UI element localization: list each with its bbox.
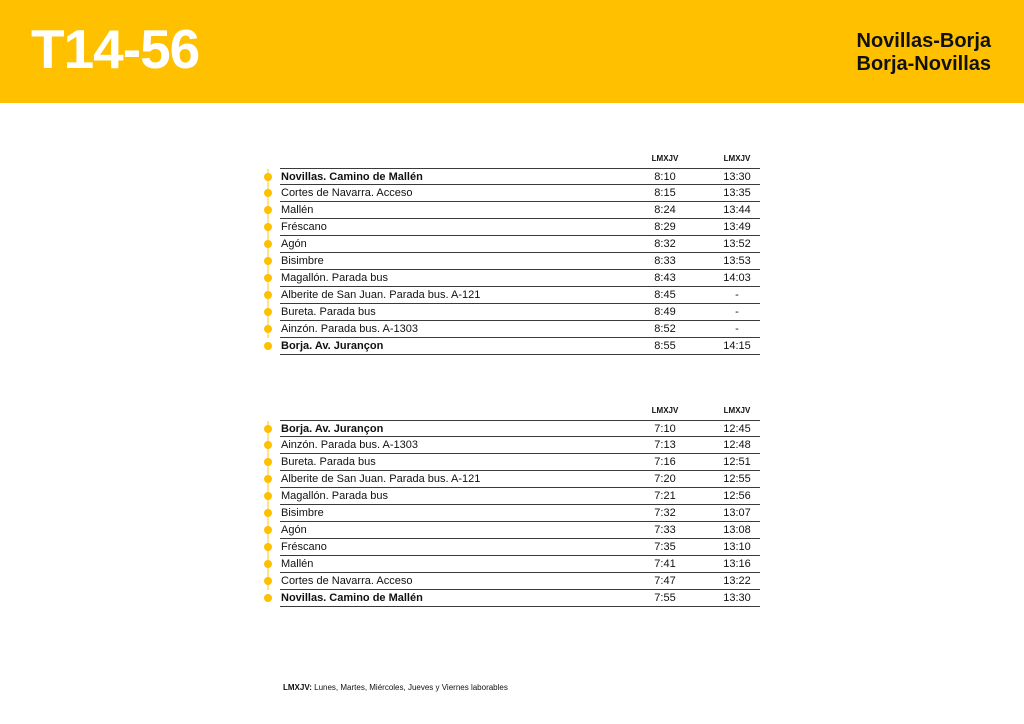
departure-time: 13:35: [723, 187, 751, 199]
departure-time: 7:47: [654, 575, 676, 587]
departure-time: 13:52: [723, 238, 751, 250]
timetable-row: [280, 590, 760, 607]
column-header: LMXJV: [723, 406, 751, 415]
departure-time: 8:24: [654, 204, 676, 216]
timetable-row: [280, 505, 760, 522]
departure-time: 12:48: [723, 439, 751, 451]
stop-name: Cortes de Navarra. Acceso: [281, 187, 413, 199]
departure-time: -: [735, 289, 739, 301]
departure-time: 13:07: [723, 507, 751, 519]
stop-name: Bisimbre: [281, 255, 324, 267]
stop-name: Agón: [281, 524, 307, 536]
timetable-row: [280, 573, 760, 590]
stop-name: Borja. Av. Jurançon: [281, 423, 384, 435]
departure-time: -: [735, 323, 739, 335]
legend: [283, 683, 508, 692]
stop-name: Fréscano: [281, 221, 327, 233]
departure-time: 12:45: [723, 423, 751, 435]
departure-time: 13:08: [723, 524, 751, 536]
stop-name: Borja. Av. Jurançon: [281, 340, 384, 352]
timetable-row: [280, 304, 760, 321]
departure-time: 8:32: [654, 238, 676, 250]
departure-time: 14:03: [723, 272, 751, 284]
departure-time: 8:33: [654, 255, 676, 267]
stop-name: Bureta. Parada bus: [281, 306, 376, 318]
departure-time: 12:55: [723, 473, 751, 485]
stop-dot-icon: [264, 291, 272, 299]
departure-time: 7:20: [654, 473, 676, 485]
stop-name: Alberite de San Juan. Parada bus. A-121: [281, 289, 481, 301]
departure-time: 12:56: [723, 490, 751, 502]
stop-dot-icon: [264, 475, 272, 483]
timetable-row: [280, 270, 760, 287]
timetable-row: [280, 522, 760, 539]
departure-time: 8:43: [654, 272, 676, 284]
timetable-row: [280, 185, 760, 202]
stop-dot-icon: [264, 458, 272, 466]
route-names: [857, 30, 991, 76]
timetable-row: [280, 168, 760, 185]
column-headers: [262, 404, 760, 420]
timetable-return: [262, 404, 760, 607]
stop-name: Alberite de San Juan. Parada bus. A-121: [281, 473, 481, 485]
departure-time: 7:21: [654, 490, 676, 502]
stop-dot-icon: [264, 274, 272, 282]
departure-time: 8:10: [654, 171, 676, 183]
departure-time: 13:30: [723, 592, 751, 604]
departure-time: 8:45: [654, 289, 676, 301]
stop-dot-icon: [264, 509, 272, 517]
column-header: LMXJV: [651, 406, 679, 415]
timetable-row: [280, 471, 760, 488]
departure-time: 12:51: [723, 456, 751, 468]
stop-name: Novillas. Camino de Mallén: [281, 592, 423, 604]
departure-time: 7:35: [654, 541, 676, 553]
stop-name: Cortes de Navarra. Acceso: [281, 575, 413, 587]
stop-name: Ainzón. Parada bus. A-1303: [281, 439, 418, 451]
timetable-outbound: [262, 152, 760, 355]
departure-time: 8:29: [654, 221, 676, 233]
departure-time: 13:53: [723, 255, 751, 267]
timetable-row: [280, 287, 760, 304]
timetable-row: [280, 219, 760, 236]
departure-time: 13:49: [723, 221, 751, 233]
departure-time: 13:16: [723, 558, 751, 570]
stop-dot-icon: [264, 441, 272, 449]
stop-name: Agón: [281, 238, 307, 250]
timetable-row: [280, 437, 760, 454]
stop-dot-icon: [264, 240, 272, 248]
stop-name: Magallón. Parada bus: [281, 272, 389, 284]
stop-name: Bureta. Parada bus: [281, 456, 376, 468]
stop-dot-icon: [264, 325, 272, 333]
stop-dot-icon: [264, 189, 272, 197]
departure-time: 14:15: [723, 340, 751, 352]
stop-dot-icon: [264, 577, 272, 585]
stop-dot-icon: [264, 425, 272, 433]
departure-time: -: [735, 306, 739, 318]
stop-dot-icon: [264, 342, 272, 350]
route-name-outbound: Novillas-Borja: [856, 30, 991, 52]
departure-time: 7:33: [654, 524, 676, 536]
stop-name: Mallén: [281, 204, 314, 216]
header-banner: [0, 0, 1024, 103]
timetable-row: [280, 202, 760, 219]
column-headers: [262, 152, 760, 168]
departure-time: 7:10: [654, 423, 676, 435]
legend-abbr: LMXJV:: [283, 683, 312, 692]
timetable-row: [280, 420, 760, 437]
stop-name: Fréscano: [281, 541, 327, 553]
column-header: LMXJV: [651, 154, 679, 163]
stop-name: Bisimbre: [281, 507, 324, 519]
stop-dot-icon: [264, 308, 272, 316]
departure-time: 8:49: [654, 306, 676, 318]
departure-time: 8:55: [654, 340, 676, 352]
departure-time: 13:30: [723, 171, 751, 183]
timetable-row: [280, 539, 760, 556]
departure-time: 13:22: [723, 575, 751, 587]
stop-name: Magallón. Parada bus: [281, 490, 389, 502]
legend-text: Lunes, Martes, Miércoles, Jueves y Viernes laborables: [311, 683, 508, 692]
stop-dot-icon: [264, 173, 272, 181]
column-header: LMXJV: [723, 154, 751, 163]
route-code: T14-56: [31, 18, 200, 80]
stop-dot-icon: [264, 560, 272, 568]
timetable-row: [280, 253, 760, 270]
route-name-return: Borja-Novillas: [856, 53, 991, 75]
departure-time: 13:44: [723, 204, 751, 216]
timetable-row: [280, 454, 760, 471]
departure-time: 7:55: [654, 592, 676, 604]
departure-time: 7:16: [654, 456, 676, 468]
timetable-row: [280, 488, 760, 505]
stop-dot-icon: [264, 223, 272, 231]
timetable-row: [280, 556, 760, 573]
departure-time: 8:52: [654, 323, 676, 335]
stop-dot-icon: [264, 594, 272, 602]
departure-time: 13:10: [723, 541, 751, 553]
timetable-row: [280, 338, 760, 355]
stop-dot-icon: [264, 492, 272, 500]
departure-time: 7:41: [654, 558, 676, 570]
stop-name: Novillas. Camino de Mallén: [281, 171, 423, 183]
stop-dot-icon: [264, 543, 272, 551]
stop-dot-icon: [264, 257, 272, 265]
stop-name: Ainzón. Parada bus. A-1303: [281, 323, 418, 335]
departure-time: 7:13: [654, 439, 676, 451]
departure-time: 8:15: [654, 187, 676, 199]
departure-time: 7:32: [654, 507, 676, 519]
stop-dot-icon: [264, 206, 272, 214]
timetable-row: [280, 321, 760, 338]
stop-name: Mallén: [281, 558, 314, 570]
timetable-row: [280, 236, 760, 253]
stop-dot-icon: [264, 526, 272, 534]
